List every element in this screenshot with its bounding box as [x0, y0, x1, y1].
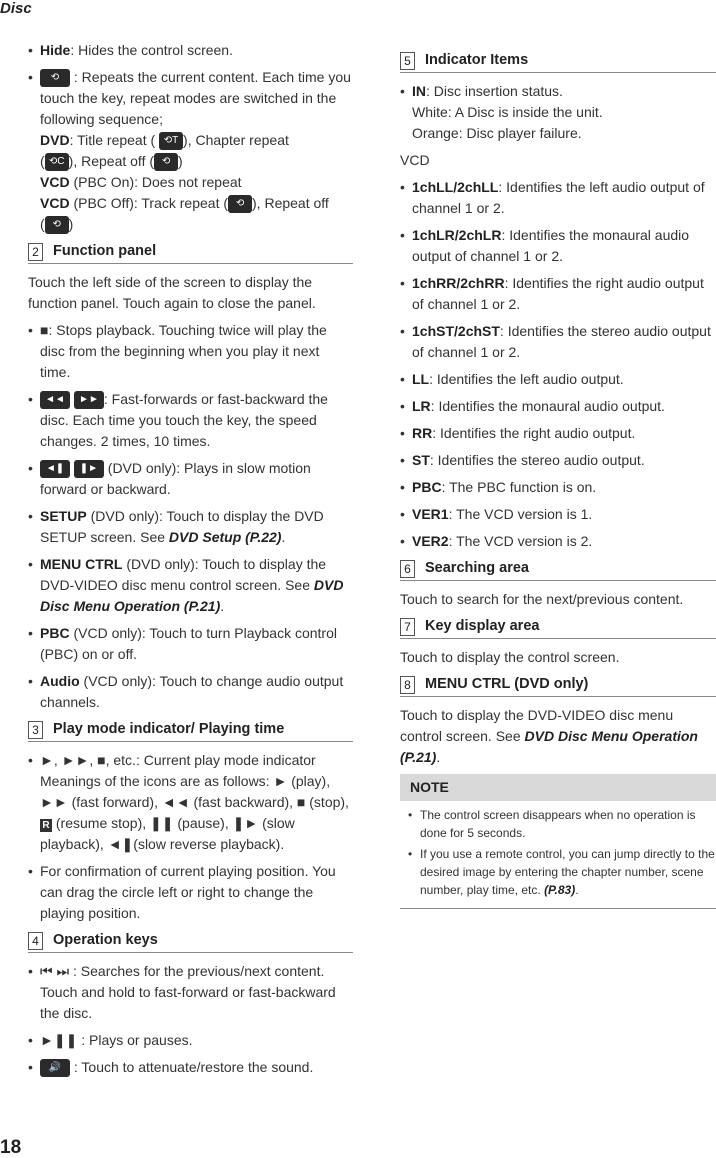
audio-item: • Audio (VCD only): Touch to change audio output channels. — [28, 673, 344, 710]
section-8-heading: 8 MENU CTRL (DVD only) — [400, 674, 716, 697]
repeat-item: • ⟲ : Repeats the current content. Each time you touch the key, repeat modes are switched in the following sequence; DVD: Title repeat ( ⟲T ), Chapter repeat ( ⟲C ), Repeat off ( ⟲ ) VCD (PBC On): Does not repeat VCD (PBC Off): Track repeat ( ⟲ ), Repeat off ( ⟲ ) — [28, 67, 353, 235]
note-item: • The control screen disappears when no operation is done for 5 seconds. — [408, 808, 696, 840]
list-item: • LL: Identifies the left audio output. — [400, 371, 624, 387]
speaker-icon: 🔊 — [40, 1059, 70, 1077]
list-item: • 1chLL/2chLL: Identifies the left audio output of channel 1 or 2. — [400, 179, 705, 216]
in-item: • IN: Disc insertion status. White: A Disc is inside the unit. Orange: Disc player failure. — [400, 83, 603, 141]
section-6-heading: 6 Searching area — [400, 558, 716, 581]
list-item: • RR: Identifies the right audio output. — [400, 425, 636, 441]
repeat-icon: ⟲ — [40, 69, 70, 87]
list-item: • 1chST/2chST: Identifies the stereo audio output of channel 1 or 2. — [400, 323, 711, 360]
fast-forward-icon: ►► — [74, 391, 104, 409]
hide-key-label: Hide — [40, 42, 71, 58]
list-item: • VER1: The VCD version is 1. — [400, 506, 593, 522]
previous-icon: ⏮ — [40, 963, 53, 979]
list-item: • ST: Identifies the stereo audio output. — [400, 452, 645, 468]
dvd-disc-menu-link[interactable]: DVD Disc Menu Operation (P.21) — [400, 728, 698, 765]
vcd-indicator-list — [400, 177, 716, 552]
hide-item: • Hide: Hides the control screen. — [28, 42, 233, 58]
list-item: • 1chRR/2chRR: Identifies the right audio output of channel 1 or 2. — [400, 275, 704, 312]
playing-position-item: • For confirmation of current playing position. You can drag the circle left or right to change the playing position. — [28, 863, 336, 921]
track-repeat-icon: ⟲ — [228, 195, 252, 213]
fast-forward-item: • ◄◄ ►► : Fast-forwards or fast-backward the disc. Each time you touch the key, the speed changes. 2 times, 10 times. — [28, 391, 328, 449]
list-item: • LR: Identifies the monaural audio output. — [400, 398, 665, 414]
page-number: 18 — [0, 1137, 22, 1158]
setup-item: • SETUP (DVD only): Touch to display the DVD SETUP screen. See DVD Setup (P.22). — [28, 508, 324, 545]
page-header-title: Disc — [0, 0, 32, 17]
repeat-off-icon: ⟲ — [45, 216, 69, 234]
fast-backward-icon: ◄◄ — [40, 391, 70, 409]
pbc-item: • PBC (VCD only): Touch to turn Playback control (PBC) on or off. — [28, 625, 337, 662]
section-3-heading: 3 Play mode indicator/ Playing time — [28, 719, 353, 742]
search-keys-item: • ⏮ ⏭ : Searches for the previous/next content. Touch and hold to fast-forward or fast-backward the disc. — [28, 963, 336, 1021]
right-column: 5 Indicator Items • IN: Disc insertion status. White: A Disc is inside the unit. Orange: Disc player failure. VCD • 1chLL/2chLL: Identifies the left audio output of channel 1 or 2. • 1chLR/2chLR: Identifies the monaural audio output of channel 1 or 2. • 1chRR/2chRR: Identifies the right audio output of channel 1 or 2. • 1chST/2chST: Identifies the stereo audio output of channel 1 or 2. • LL: Identifies the left audio output. • LR: Identifies the monaural audio output. • RR: Identifies the right audio output. • ST: Identifies the stereo audio output. • PBC: The PBC function is on. • VER1: The VCD version is 1. • VER2: The VCD version is 2. 6 Searching area Touch to search for the next/previous content. 7 Key display area Touch to display the control screen. 8 MENU CTRL (DVD only) Touch to display the DVD-VIDEO disc menu control screen. See DVD Disc Menu Operation (P.21). NOTE • The control screen disappears when no operation is done for 5 seconds. • If you use a remote control, you can jump directly to the desired image by entering the chapter number, scene number, play time, etc. (P.83). — [400, 50, 716, 909]
note-box — [400, 774, 716, 909]
stop-item: • ■: Stops playback. Touching twice will play the disc from the beginning when you play it next time. — [28, 322, 327, 380]
section-4-heading: 4 Operation keys — [28, 930, 353, 953]
menu-ctrl-item: • MENU CTRL (DVD only): Touch to display the DVD-VIDEO disc menu control screen. See DVD Disc Menu Operation (P.21). — [28, 556, 344, 614]
list-item: • VER2: The VCD version is 2. — [400, 533, 593, 549]
list-item: • 1chLR/2chLR: Identifies the monaural audio output of channel 1 or 2. — [400, 227, 690, 264]
mute-item: • 🔊 : Touch to attenuate/restore the sound. — [28, 1057, 353, 1078]
section-2-heading: 2 Function panel — [28, 241, 353, 264]
dvd-setup-link[interactable]: DVD Setup (P.22) — [168, 529, 282, 545]
chapter-repeat-icon: ⟲C — [45, 153, 69, 171]
title-repeat-icon: ⟲T — [159, 132, 183, 150]
dvd-disc-menu-link[interactable]: DVD Disc Menu Operation (P.21) — [40, 577, 344, 614]
page-reference-link[interactable]: (P.83) — [544, 883, 576, 897]
note-item: • If you use a remote control, you can jump directly to the desired image by entering the chapter number, scene number, play time, etc. (P.83). — [408, 847, 715, 897]
play-pause-item: • ►❚❚ : Plays or pauses. — [28, 1032, 193, 1048]
slow-reverse-icon: ◄❚ — [40, 460, 70, 478]
section-7-heading: 7 Key display area — [400, 616, 716, 639]
list-item: • PBC: The PBC function is on. — [400, 479, 597, 495]
next-icon: ⏭ — [56, 963, 70, 979]
vcd-label: VCD — [400, 152, 430, 168]
stop-icon: ■ — [40, 322, 49, 338]
slow-forward-icon: ❚► — [74, 460, 104, 478]
note-title: NOTE — [400, 774, 716, 801]
slow-motion-item: • ◄❚ ❚► (DVD only): Plays in slow motion forward or backward. — [28, 460, 311, 497]
play-pause-icon: ►❚❚ — [40, 1032, 78, 1048]
left-column: • Hide: Hides the control screen. • ⟲ : Repeats the current content. Each time you touch the key, repeat modes are switched in the following sequence; DVD: Title repeat ( ⟲T ), Chapter repeat ( ⟲C ), Repeat off ( ⟲ ) VCD (PBC On): Does not repeat VCD (PBC Off): Track repeat ( ⟲ ), Repeat off ( ⟲ ) 2 Function panel Touch the left side of the screen to display the function panel. Touch again to close the panel. • ■: Stops playback. Touching twice will play the disc from the beginning when you play it next time. • ◄◄ ►► : Fast-forwards or fast-backward the disc. Each time you touch the key, the speed changes. 2 times, 10 times. • ◄❚ ❚► (DVD only): Plays in slow motion forward or backward. • SETUP (DVD only): Touch to display the DVD SETUP screen. See DVD Setup (P.22). • MENU CTRL (DVD only): Touch to display the DVD-VIDEO disc menu control screen. See DVD Disc Menu Operation (P.21). • PBC (VCD only): Touch to turn Playback control (PBC) on or off. • Audio (VCD only): Touch to change audio output channels. 3 Play mode indicator/ Playing time • ►, ►►, ■, etc.: Current play mode indicator Meanings of the icons are as follows: ► (play), ►► (fast forward), ◄◄ (fast backward), ■ (stop), R (resume stop), ❚❚ (pause), ❚► (slow playback), ◄❚(slow reverse playback). • For confirmation of current playing position. You can drag the circle left or right to change the playing position. 4 Operation keys • ⏮ ⏭ : Searches for the previous/next content. Touch and hold to fast-forward or fast-backward the disc. • ►❚❚ : Plays or pauses. • 🔊 : Touch to attenuate/restore the sound. — [28, 40, 353, 1084]
repeat-off-icon: ⟲ — [154, 153, 178, 171]
play-mode-item: • ►, ►►, ■, etc.: Current play mode indicator Meanings of the icons are as follows: ► (play), ►► (fast forward), ◄◄ (fast backward), ■ (stop), R (resume stop), ❚❚ (pause), ❚► (slow playback), ◄❚(slow reverse playback). — [28, 752, 349, 852]
play-mode-icons: ►, ►►, ■ — [40, 752, 106, 768]
resume-stop-icon: R — [40, 819, 52, 832]
section-5-heading: 5 Indicator Items — [400, 50, 716, 73]
